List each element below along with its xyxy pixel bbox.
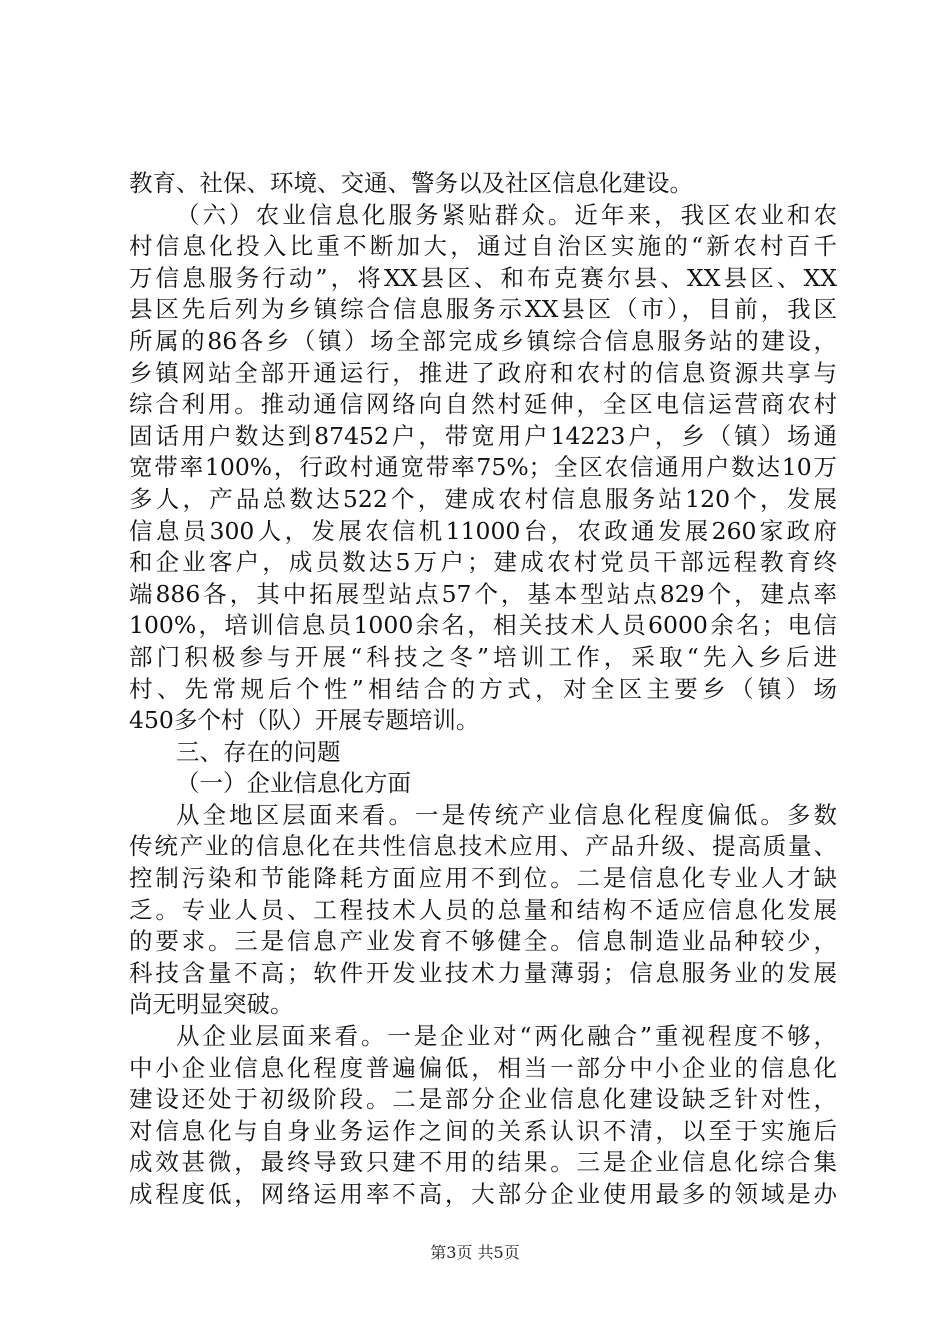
text-line: 三、存在的问题 [176,737,341,766]
text-line: 中小企业信息化程度普遍偏低，相当一部分中小企业的信息化 [129,1053,837,1082]
text-line: 万信息服务行动”，将XX县区、和布克赛尔县、XX县区、XX [129,263,837,292]
text-line: 传统产业的信息化在共性信息技术应用、产品升级、提高质量、 [129,832,837,861]
text-line: 村信息化投入比重不断加大，通过自治区实施的“新农村百千 [129,232,837,261]
text-line: 信息员300人，发展农信机11000台，农政通发展260家政府 [129,516,837,545]
text-line: （一）企业信息化方面 [176,769,411,798]
text-line: 端886各，其中拓展型站点57个，基本型站点829个，建点率 [129,579,837,608]
document-body [129,168,837,1211]
text-line: 450多个村（队）开展专题培训。 [129,706,480,735]
text-line: 建设还处于初级阶段。二是部分企业信息化建设缺乏针对性， [129,1085,837,1114]
text-line: 的要求。三是信息产业发育不够健全。信息制造业品种较少， [129,927,837,956]
text-line: （六）农业信息化服务紧贴群众。近年来，我区农业和农 [176,200,837,229]
text-line: 从企业层面来看。一是企业对“两化融合”重视程度不够， [176,1022,837,1051]
text-line: 成程度低，网络运用率不高，大部分企业使用最多的领域是办 [129,1180,837,1208]
text-line: 和企业客户，成员数达5万户；建成农村党员干部远程教育终 [129,548,837,577]
text-line: 成效甚微，最终导致只建不用的结果。三是企业信息化综合集 [129,1148,837,1177]
text-line: 部门积极参与开展“科技之冬”培训工作，采取“先入乡后进 [129,642,837,671]
text-line: 多人，产品总数达522个，建成农村信息服务站120个，发展 [129,484,837,513]
text-line: 尚无明显突破。 [129,990,294,1019]
page-footer: 第3页 共5页 [430,1243,520,1262]
text-line: 乏。专业人员、工程技术人员的总量和结构不适应信息化发展 [129,895,837,924]
text-line: 县区先后列为乡镇综合信息服务示XX县区（市），目前，我区 [129,295,837,324]
text-line: 乡镇网站全部开通运行，推进了政府和农村的信息资源共享与 [129,358,837,387]
text-line: 100%，培训信息员1000余名，相关技术人员6000余名；电信 [129,611,837,640]
text-line: 综合利用。推动通信网络向自然村延伸，全区电信运营商农村 [129,390,837,419]
text-line: 控制污染和节能降耗方面应用不到位。二是信息化专业人才缺 [129,864,837,893]
text-line: 所属的86各乡（镇）场全部完成乡镇综合信息服务站的建设， [129,326,837,355]
text-line: 从全地区层面来看。一是传统产业信息化程度偏低。多数 [176,800,837,829]
text-line: 固话用户数达到87452户，带宽用户14223户，乡（镇）场通 [129,421,837,450]
text-line: 宽带率100%，行政村通宽带率75%；全区农信通用户数达10万 [129,453,837,482]
text-line: 科技含量不高；软件开发业技术力量薄弱；信息服务业的发展 [129,958,837,987]
text-line: 教育、社保、环境、交通、警务以及社区信息化建设。 [129,169,693,197]
text-line: 村、先常规后个性”相结合的方式，对全区主要乡（镇）场 [129,674,837,703]
text-line: 对信息化与自身业务运作之间的关系认识不清，以至于实施后 [129,1116,837,1145]
